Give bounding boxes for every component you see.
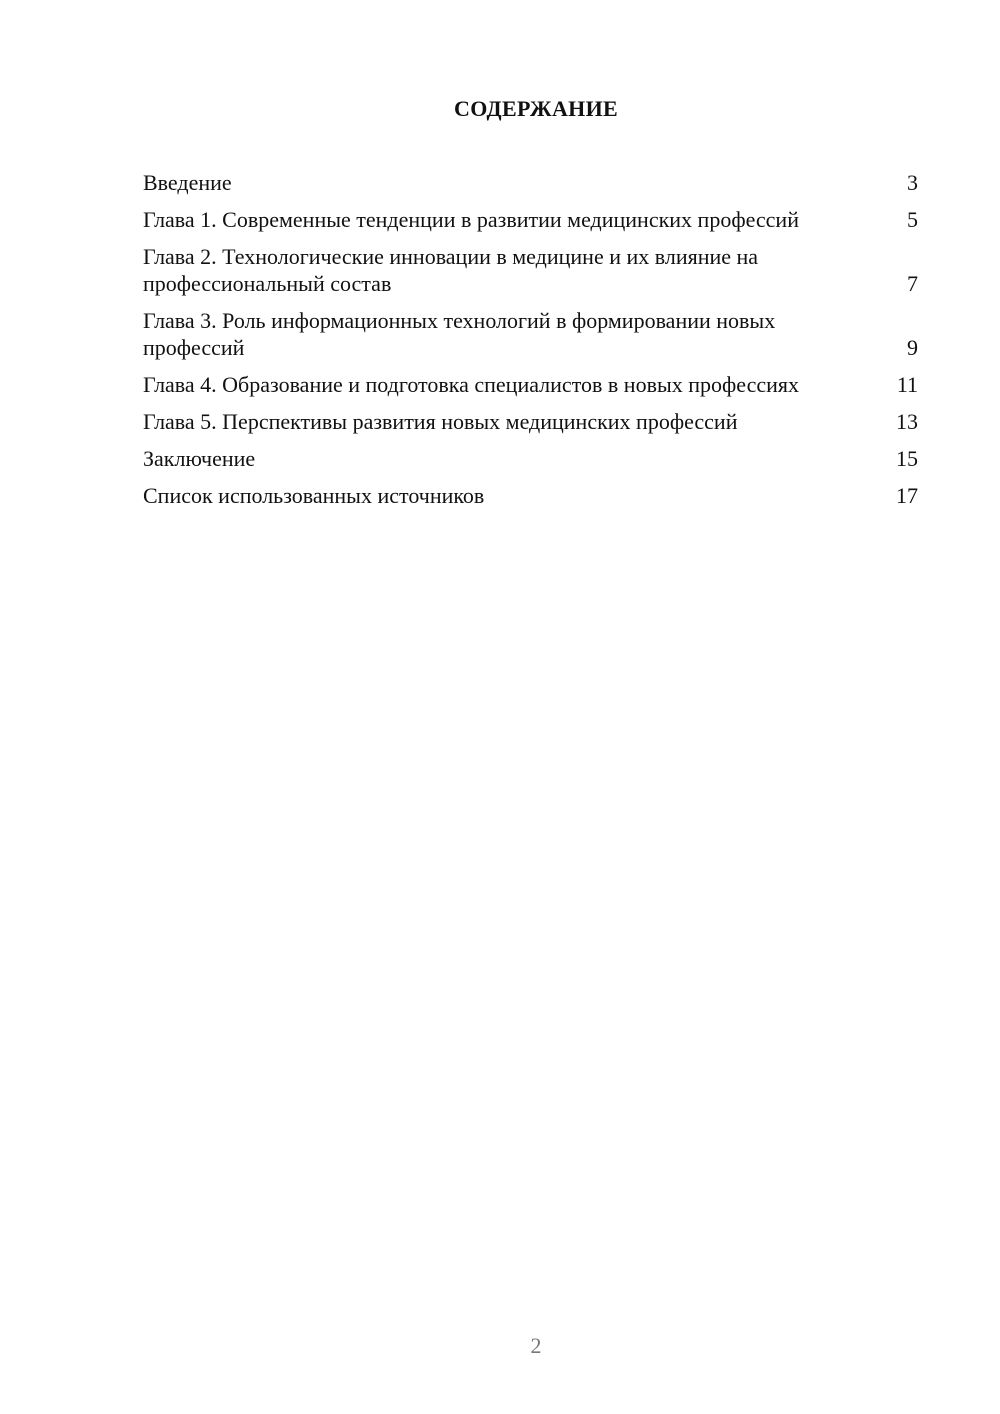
table-of-contents — [143, 169, 918, 519]
toc-entry-chapter-2 — [143, 243, 918, 297]
toc-entry-page: 17 — [896, 483, 918, 508]
toc-entry-page: 5 — [907, 207, 918, 232]
toc-entry-chapter-1 — [143, 206, 918, 233]
toc-entry-page: 3 — [907, 170, 918, 195]
toc-entry-title: Глава 5. Перспективы развития новых медицинских профессий — [143, 409, 738, 434]
page-number: 2 — [530, 1333, 542, 1358]
toc-entry-title: Глава 3. Роль информационных технологий в формировании новых профессий — [143, 308, 776, 360]
toc-entry-page: 13 — [896, 409, 918, 434]
toc-entry-title: Глава 4. Образование и подготовка специалистов в новых профессиях — [143, 372, 800, 397]
toc-entry-title: Глава 1. Современные тенденции в развитии медицинских профессий — [143, 207, 799, 232]
toc-entry-references — [143, 482, 918, 509]
toc-entry-title: Список использованных источников — [143, 483, 485, 508]
toc-entry-title: Глава 2. Технологические инновации в медицине и их влияние на профессиональный состав — [143, 244, 759, 296]
toc-entry-conclusion — [143, 445, 918, 472]
toc-entry-page: 11 — [896, 372, 918, 397]
page-title: СОДЕРЖАНИЕ — [454, 96, 618, 121]
toc-entry-title: Заключение — [143, 446, 256, 471]
toc-entry-chapter-3 — [143, 307, 918, 361]
toc-entry-introduction — [143, 169, 918, 196]
toc-entry-chapter-4 — [143, 371, 918, 398]
toc-entry-page: 9 — [907, 335, 918, 360]
toc-entry-title: Введение — [143, 170, 232, 195]
toc-entry-page: 15 — [896, 446, 918, 471]
toc-entry-page: 7 — [907, 271, 918, 296]
toc-entry-chapter-5 — [143, 408, 918, 435]
